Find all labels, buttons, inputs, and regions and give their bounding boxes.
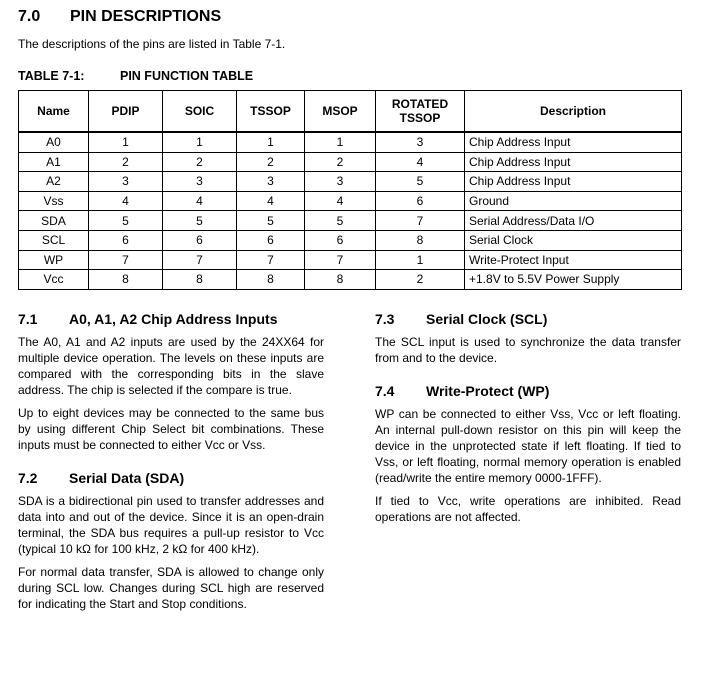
paragraph: For normal data transfer, SDA is allowed to change only during SCL low. Changes during SCL high are reserved for indicating the Start and Stop conditions. [18, 565, 324, 611]
table-cell: A1 [19, 152, 89, 172]
pin-function-table [18, 90, 682, 290]
table-cell: 7 [163, 250, 237, 270]
section-number: 7.0 [18, 8, 41, 25]
table-cell: Serial Address/Data I/O [465, 211, 682, 231]
header-description: Description [465, 91, 682, 133]
table-cell: Vcc [19, 270, 89, 290]
table-cell: 2 [237, 152, 305, 172]
table-cell: Ground [465, 191, 682, 211]
table-cell: 4 [237, 191, 305, 211]
table-cell: 3 [237, 172, 305, 192]
table-cell: 5 [237, 211, 305, 231]
table-cell: 7 [376, 211, 465, 231]
table-cell: 1 [89, 132, 163, 152]
table-cell: 1 [376, 250, 465, 270]
left-column [18, 311, 324, 619]
table-caption [18, 69, 253, 83]
subsection-heading-7-2 [18, 470, 324, 486]
table-cell: 2 [305, 152, 376, 172]
table-cell: 7 [89, 250, 163, 270]
header-msop: MSOP [305, 91, 376, 133]
subsection-title: Write-Protect (WP) [426, 383, 550, 399]
table-cell: 8 [376, 230, 465, 250]
table-cell: Chip Address Input [465, 152, 682, 172]
paragraph: The SCL input is used to synchronize the data transfer from and to the device. [375, 335, 681, 365]
table-row [19, 230, 682, 250]
subsection-title: A0, A1, A2 Chip Address Inputs [69, 311, 278, 327]
table-cell: 1 [237, 132, 305, 152]
header-tssop: TSSOP [237, 91, 305, 133]
paragraph: If tied to Vcc, write operations are inhibited. Read operations are not affected. [375, 494, 681, 524]
table-cell: Write-Protect Input [465, 250, 682, 270]
table-header-row [19, 91, 682, 133]
paragraph: SDA is a bidirectional pin used to transfer addresses and data into and out of the device. Since it is an open-drain terminal, the SDA bus requires a pull-up resistor to Vcc (typical 10 kΩ for 100 kHz, 2 kΩ for 400 kHz). [18, 494, 324, 556]
table-cell: 4 [89, 191, 163, 211]
table-body [19, 132, 682, 289]
header-soic: SOIC [163, 91, 237, 133]
table-cell: A0 [19, 132, 89, 152]
table-cell: 4 [163, 191, 237, 211]
paragraph: Up to eight devices may be connected to the same bus by using different Chip Select bit combinations. These inputs must be connected to either Vcc or Vss. [18, 406, 324, 452]
section-heading [18, 8, 221, 26]
table-cell: 6 [237, 230, 305, 250]
table-cell: 1 [163, 132, 237, 152]
table-cell: 8 [237, 270, 305, 290]
subsection-number: 7.3 [375, 311, 395, 327]
subsection-title: Serial Data (SDA) [69, 470, 185, 486]
table-cell: 2 [376, 270, 465, 290]
table-caption-number: TABLE 7-1: [18, 69, 85, 83]
table-caption-title: PIN FUNCTION TABLE [120, 69, 254, 83]
subsection-heading-7-3 [375, 311, 681, 327]
table-row [19, 250, 682, 270]
header-name: Name [19, 91, 89, 133]
table-row [19, 152, 682, 172]
paragraph: The A0, A1 and A2 inputs are used by the 24XX64 for multiple device operation. The levels on these inputs are compared with the corresponding bits in the slave address. The chip is selected if the compare is true. [18, 335, 324, 397]
table-cell: 3 [305, 172, 376, 192]
table-cell: 2 [89, 152, 163, 172]
table-cell: A2 [19, 172, 89, 192]
table-cell: 3 [376, 132, 465, 152]
subsection-title: Serial Clock (SCL) [426, 311, 548, 327]
table-cell: 7 [237, 250, 305, 270]
table-cell: 1 [305, 132, 376, 152]
table-cell: 2 [163, 152, 237, 172]
header-rotated-tssop: ROTATED TSSOP [376, 91, 465, 133]
table-cell: WP [19, 250, 89, 270]
table-cell: 8 [305, 270, 376, 290]
table-cell: Chip Address Input [465, 132, 682, 152]
subsection-number: 7.2 [18, 470, 38, 486]
table-cell: 3 [89, 172, 163, 192]
table-cell: SDA [19, 211, 89, 231]
table-cell: Serial Clock [465, 230, 682, 250]
table-cell: 4 [305, 191, 376, 211]
table-row [19, 270, 682, 290]
subsection-number: 7.4 [375, 383, 395, 399]
table-cell: 3 [163, 172, 237, 192]
table-cell: 5 [376, 172, 465, 192]
intro-text: The descriptions of the pins are listed in Table 7-1. [18, 37, 286, 51]
table-cell: 8 [163, 270, 237, 290]
table-cell: 5 [305, 211, 376, 231]
table-cell: 7 [305, 250, 376, 270]
table-cell: 6 [376, 191, 465, 211]
header-pdip: PDIP [89, 91, 163, 133]
table-cell: 5 [89, 211, 163, 231]
table-row [19, 211, 682, 231]
table-row [19, 191, 682, 211]
right-column [375, 311, 681, 532]
subsection-number: 7.1 [18, 311, 38, 327]
table-cell: 8 [89, 270, 163, 290]
paragraph: WP can be connected to either Vss, Vcc or left floating. An internal pull-down resistor on this pin will keep the device in the unprotected state if left floating. If tied to Vss, or left floating, normal memory operation is enabled (read/write the entire memory 0000-1FFF). [375, 407, 681, 485]
table-cell: 4 [376, 152, 465, 172]
table-cell: 5 [163, 211, 237, 231]
section-title: PIN DESCRIPTIONS [70, 8, 222, 25]
table-cell: +1.8V to 5.5V Power Supply [465, 270, 682, 290]
subsection-heading-7-4 [375, 383, 681, 399]
table-cell: Chip Address Input [465, 172, 682, 192]
table-cell: Vss [19, 191, 89, 211]
table-cell: 6 [89, 230, 163, 250]
table-cell: 6 [305, 230, 376, 250]
table-cell: SCL [19, 230, 89, 250]
subsection-heading-7-1 [18, 311, 324, 327]
table-row [19, 172, 682, 192]
table-row [19, 132, 682, 152]
table-cell: 6 [163, 230, 237, 250]
